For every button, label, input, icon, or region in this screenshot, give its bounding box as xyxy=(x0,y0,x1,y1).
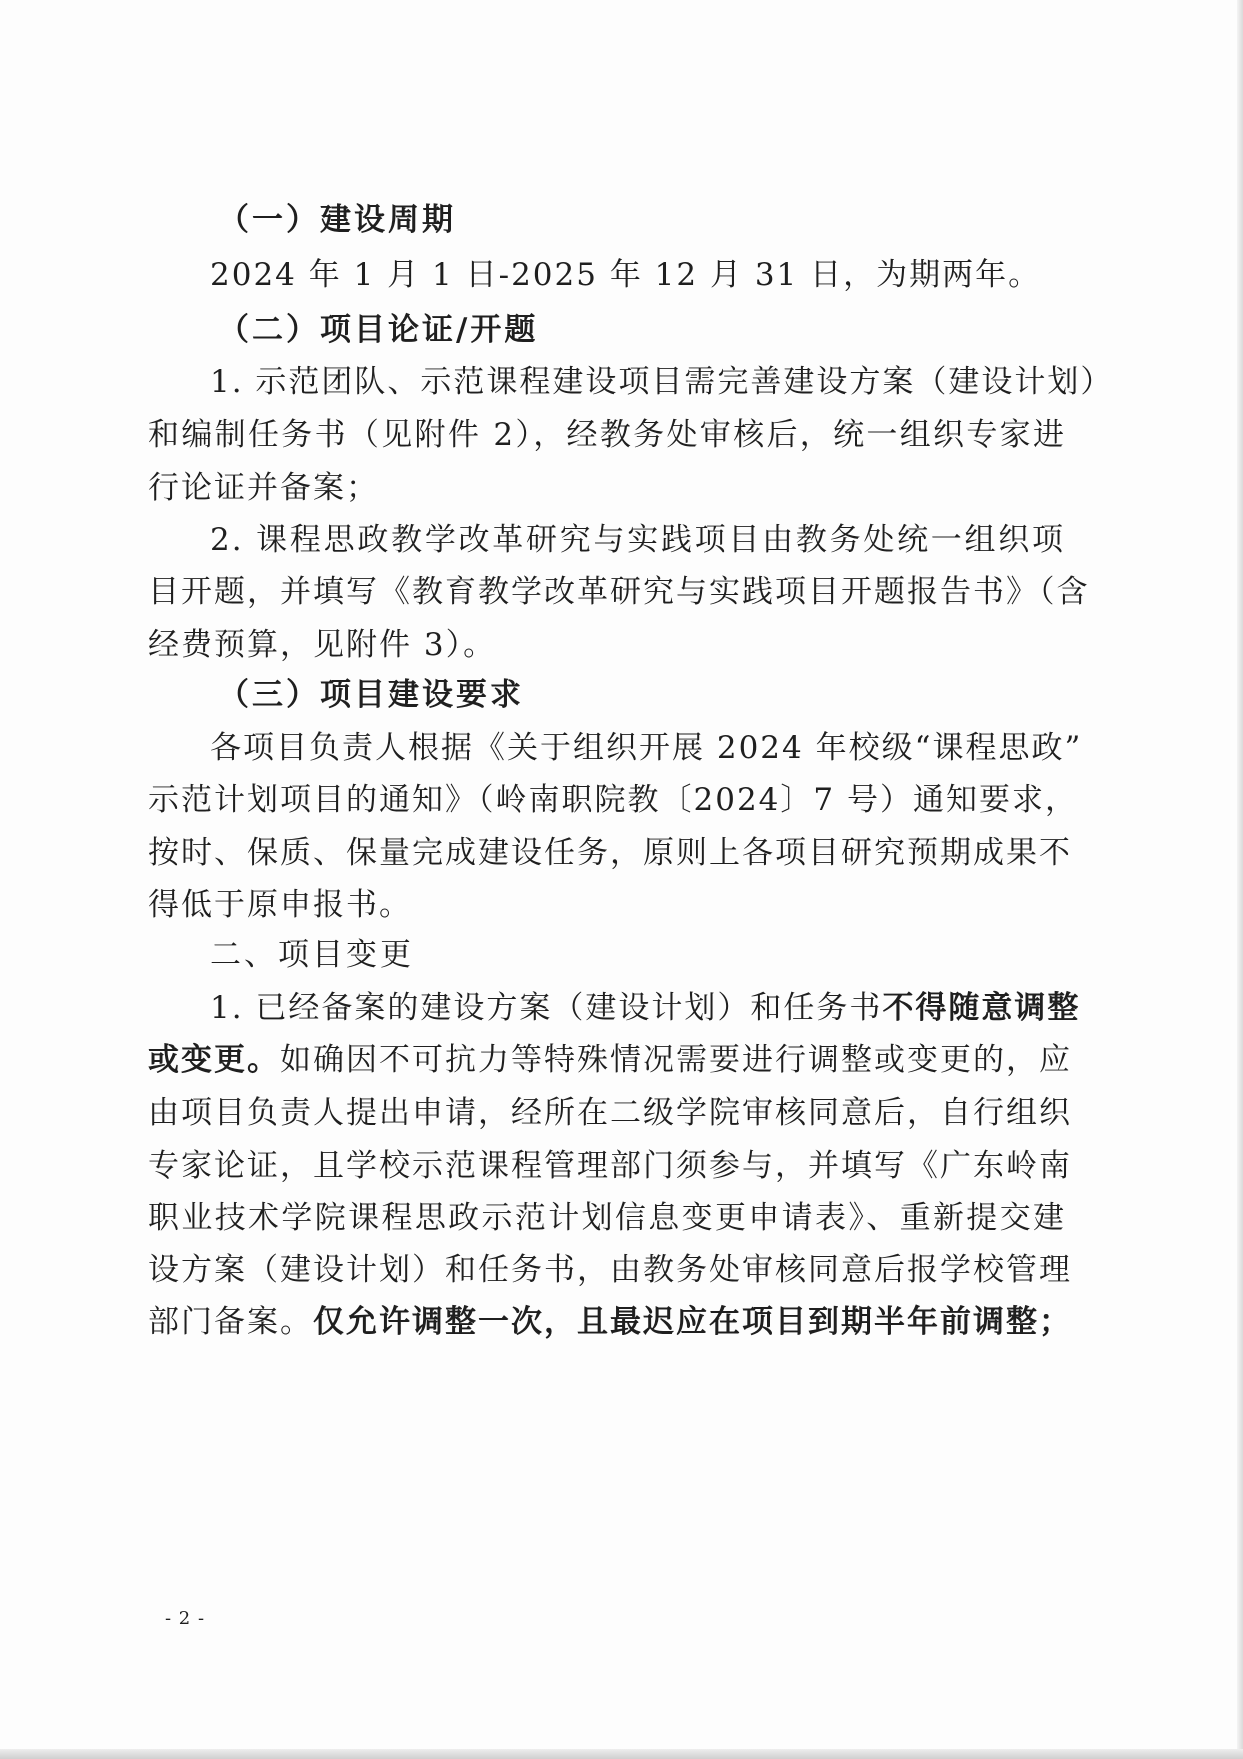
page-bottom-edge xyxy=(0,1749,1243,1759)
change-line2 xyxy=(148,1040,1072,1080)
requirements-line3: 按时、保质、保量完成建设任务，原则上各项目研究预期成果不 xyxy=(148,835,1072,871)
change-line1-text: 1. 已经备案的建设方案（建设计划）和任务书 xyxy=(210,990,883,1026)
item2-line2: 目开题，并填写《教育教学改革研究与实践项目开题报告书》（含 xyxy=(148,574,1090,610)
page-right-edge xyxy=(1237,0,1243,1759)
requirements-line4: 得低于原申报书。 xyxy=(148,887,412,923)
requirements-line1: 各项目负责人根据《关于组织开展 2024 年校级“课程思政” xyxy=(210,730,1083,766)
heading-project-proposal: （二）项目论证/开题 xyxy=(218,312,539,348)
change-line2-emphasis: 或变更。 xyxy=(148,1042,280,1078)
item1-line1: 1. 示范团队、示范课程建设项目需完善建设方案（建设计划） xyxy=(210,364,1114,400)
item1-line3: 行论证并备案； xyxy=(148,470,379,506)
change-line1-emphasis: 不得随意调整 xyxy=(882,990,1081,1026)
item1-line2: 和编制任务书（见附件 2），经教务处审核后，统一组织专家进 xyxy=(148,417,1066,453)
change-line2-text: 如确因不可抗力等特殊情况需要进行调整或变更的，应 xyxy=(280,1042,1072,1078)
paragraph-period-dates: 2024 年 1 月 1 日-2025 年 12 月 31 日，为期两年。 xyxy=(210,257,1042,293)
change-line5: 职业技术学院课程思政示范计划信息变更申请表》、重新提交建 xyxy=(148,1200,1066,1236)
heading-construction-requirements: （三）项目建设要求 xyxy=(218,677,524,713)
change-line6: 设方案（建设计划）和任务书，由教务处审核同意后报学校管理 xyxy=(148,1252,1072,1288)
change-line3: 由项目负责人提出申请，经所在二级学院审核同意后，自行组织 xyxy=(148,1095,1072,1131)
section-project-change: 二、项目变更 xyxy=(210,937,414,973)
change-line4: 专家论证，且学校示范课程管理部门须参与，并填写《广东岭南 xyxy=(148,1148,1072,1184)
heading-construction-period: （一）建设周期 xyxy=(218,202,456,238)
change-line7-emphasis: 仅允许调整一次，且最迟应在项目到期半年前调整； xyxy=(313,1304,1072,1340)
change-line7 xyxy=(148,1302,1072,1342)
item2-line3: 经费预算，见附件 3）。 xyxy=(148,627,497,663)
change-line1 xyxy=(210,988,1080,1028)
item2-line1: 2. 课程思政教学改革研究与实践项目由教务处统一组织项 xyxy=(210,522,1065,558)
page-number: - 2 - xyxy=(165,1608,206,1629)
requirements-line2: 示范计划项目的通知》（岭南职院教〔2024〕7 号）通知要求， xyxy=(148,782,1078,818)
change-line7-text: 部门备案。 xyxy=(148,1304,313,1340)
